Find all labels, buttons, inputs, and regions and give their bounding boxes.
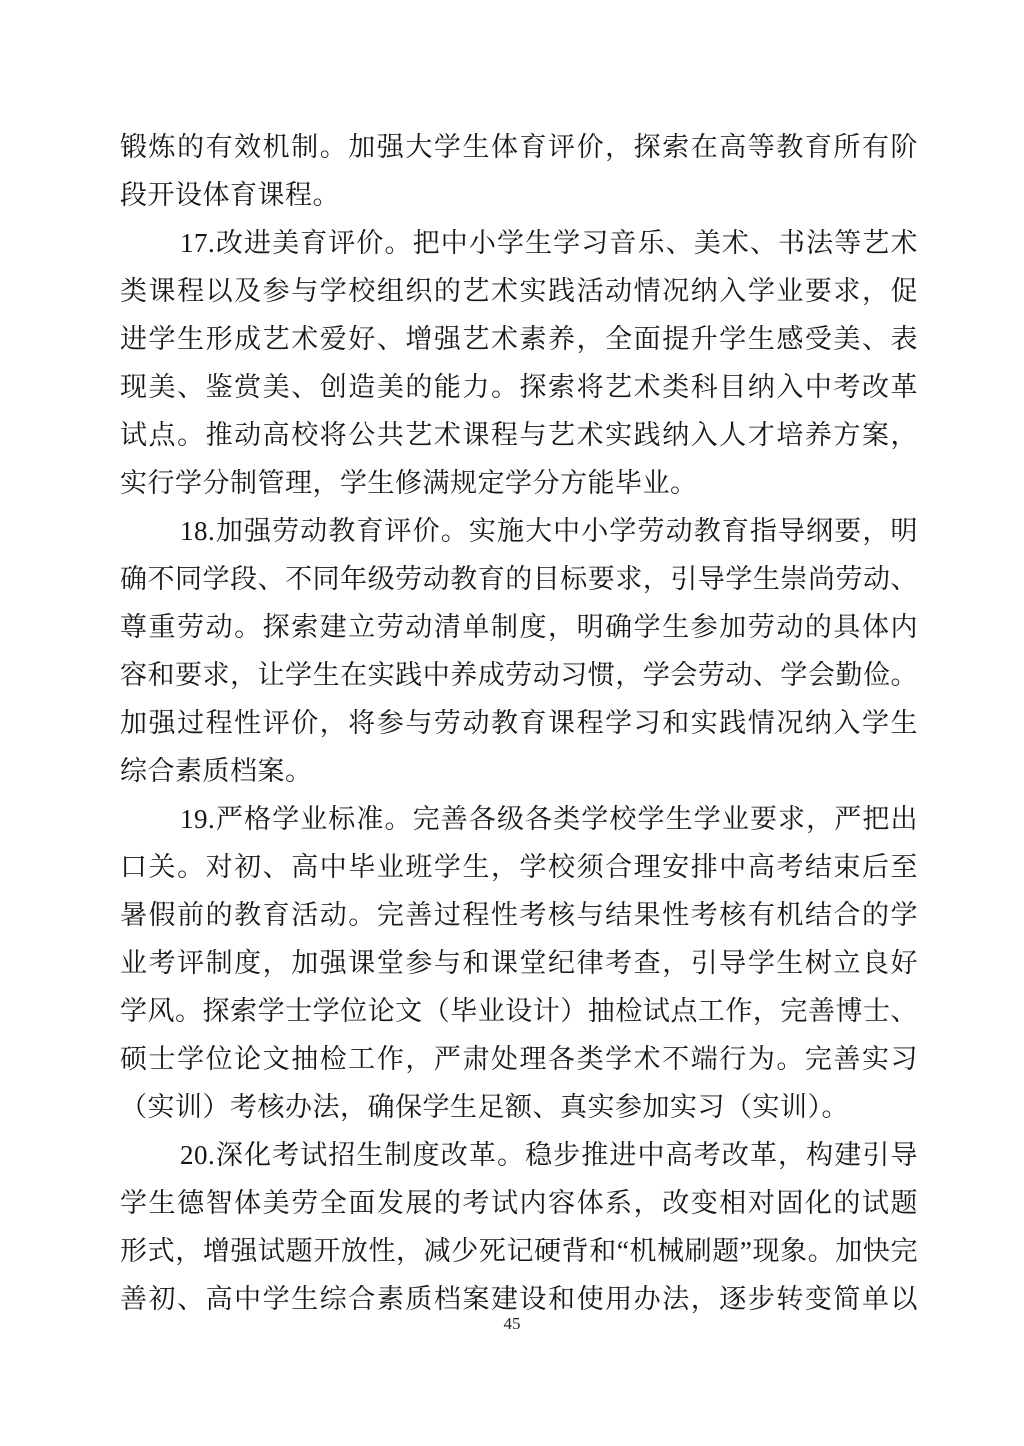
text-line: 暑假前的教育活动。完善过程性考核与结果性考核有机结合的学 bbox=[120, 900, 918, 930]
page-number: 45 bbox=[503, 1314, 521, 1333]
text-line: 学风。探索学士学位论文（毕业设计）抽检试点工作，完善博士、 bbox=[120, 996, 918, 1026]
text-line: 锻炼的有效机制。加强大学生体育评价，探索在高等教育所有阶 bbox=[120, 132, 918, 162]
text-line: 口关。对初、高中毕业班学生，学校须合理安排中高考结束后至 bbox=[120, 852, 918, 882]
text-line: 18.加强劳动教育评价。实施大中小学劳动教育指导纲要，明 bbox=[180, 516, 918, 546]
text-line: 段开设体育课程。 bbox=[120, 180, 340, 210]
text-line: 现美、鉴赏美、创造美的能力。探索将艺术类科目纳入中考改革 bbox=[120, 372, 918, 402]
document-body bbox=[120, 123, 918, 1323]
text-line: 实行学分制管理，学生修满规定学分方能毕业。 bbox=[120, 468, 698, 498]
text-line: （实训）考核办法，确保学生足额、真实参加实习（实训）。 bbox=[120, 1092, 849, 1122]
text-line: 硕士学位论文抽检工作，严肃处理各类学术不端行为。完善实习 bbox=[120, 1044, 918, 1074]
text-line: 确不同学段、不同年级劳动教育的目标要求，引导学生崇尚劳动、 bbox=[120, 564, 918, 594]
text-line: 善初、高中学生综合素质档案建设和使用办法，逐步转变简单以 bbox=[120, 1284, 918, 1314]
text-line: 业考评制度，加强课堂参与和课堂纪律考查，引导学生树立良好 bbox=[120, 948, 918, 978]
text-line: 类课程以及参与学校组织的艺术实践活动情况纳入学业要求，促 bbox=[120, 276, 918, 306]
text-line: 19.严格学业标准。完善各级各类学校学生学业要求，严把出 bbox=[180, 804, 918, 834]
text-line: 进学生形成艺术爱好、增强艺术素养，全面提升学生感受美、表 bbox=[120, 324, 918, 354]
text-line: 20.深化考试招生制度改革。稳步推进中高考改革，构建引导 bbox=[180, 1140, 918, 1170]
text-line: 学生德智体美劳全面发展的考试内容体系，改变相对固化的试题 bbox=[120, 1188, 918, 1218]
text-line: 试点。推动高校将公共艺术课程与艺术实践纳入人才培养方案， bbox=[120, 420, 918, 450]
text-line: 容和要求，让学生在实践中养成劳动习惯，学会劳动、学会勤俭。 bbox=[120, 660, 918, 690]
text-line: 加强过程性评价，将参与劳动教育课程学习和实践情况纳入学生 bbox=[120, 708, 918, 738]
text-line: 17.改进美育评价。把中小学生学习音乐、美术、书法等艺术 bbox=[180, 228, 918, 258]
text-line: 综合素质档案。 bbox=[120, 756, 313, 786]
text-line: 形式，增强试题开放性，减少死记硬背和“机械刷题”现象。加快完 bbox=[120, 1236, 918, 1266]
text-line: 尊重劳动。探索建立劳动清单制度，明确学生参加劳动的具体内 bbox=[120, 612, 918, 642]
